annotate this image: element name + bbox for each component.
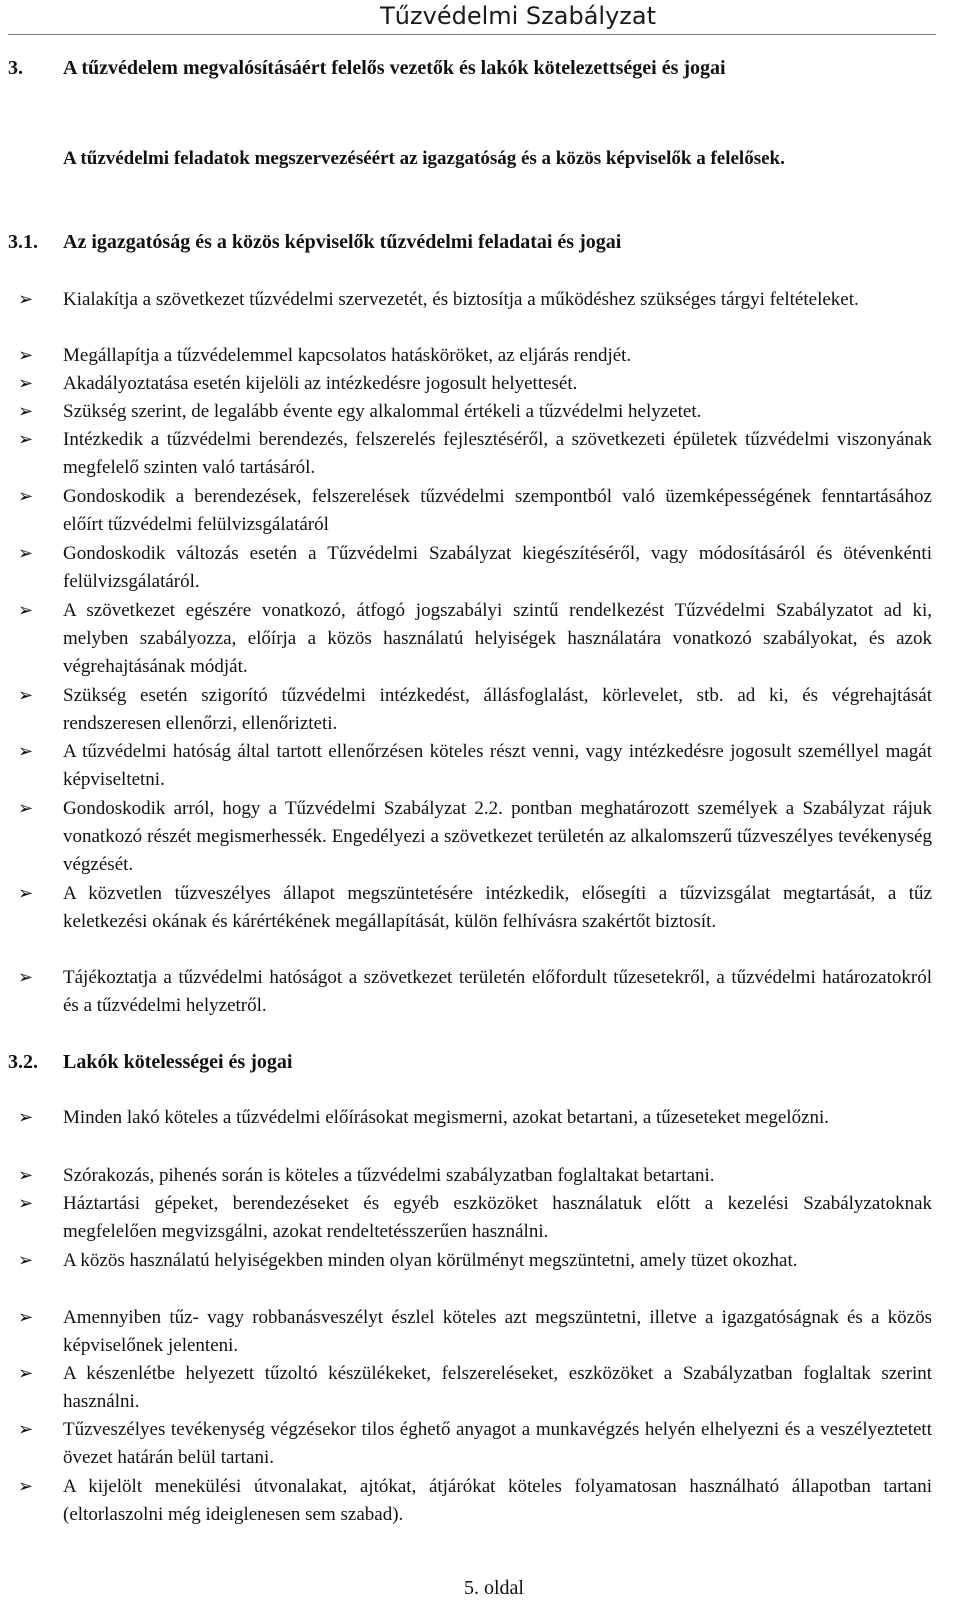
arrowhead-bullet-icon [18,286,33,314]
running-header-title: Tűzvédelmi Szabályzat [380,2,656,30]
header-rule [8,34,936,35]
list-item-text: Gondoskodik arról, hogy a Tűzvédelmi Szabályzat 2.2. pontban meghatározott személyek a Szabályzat rájuk vonatkozó részét megismerhessék. Engedélyezi a szövetkezet területén az alkalomszerű tűzveszélyes tevékenység végzését. [63,798,932,875]
list-item-text: A tűzvédelmi hatóság által tartott ellenőrzésen köteles részt venni, vagy intézkedésre jogosult személlyel magát képviseltetni. [63,741,932,790]
list-item-text: Szükség esetén szigorító tűzvédelmi intézkedést, állásfoglalást, körlevelet, stb. ad ki, és végrehajtását rendszeresen ellenőrzi, ellenőrizteti. [63,685,932,734]
page-number: 5. oldal [464,1577,524,1599]
arrowhead-bullet-icon [18,1473,33,1501]
arrowhead-bullet-icon [18,398,33,426]
section-3-title: A tűzvédelem megvalósításáért felelős vezetők és lakók kötelezettségei és jogai [63,57,726,79]
list-item-text: A kijelölt menekülési útvonalakat, ajtókat, átjárókat köteles folyamatosan használható állapotban tartani (eltorlaszolni még ideiglenesen sem szabad). [63,1476,932,1525]
list-item-text: Amennyiben tűz- vagy robbanásveszélyt észlel köteles azt megszüntetni, illetve a igazgatóságnak és a közös képviselőnek jelenteni. [63,1307,932,1356]
list-item-text: Akadályoztatása esetén kijelöli az intézkedésre jogosult helyettesét. [63,373,578,394]
section-3-intro: A tűzvédelmi feladatok megszervezéséért az igazgatóság és a közös képviselők a felelősek. [63,148,785,169]
arrowhead-bullet-icon [18,540,33,568]
list-item-text: Tájékoztatja a tűzvédelmi hatóságot a szövetkezet területén előfordult tűzesetekről, a tűzvédelmi határozatokról és a tűzvédelmi helyzetről. [63,967,932,1016]
arrowhead-bullet-icon [18,1360,33,1388]
list-item-text: Szórakozás, pihenés során is köteles a tűzvédelmi szabályzatban foglaltakat betartani. [63,1165,715,1186]
section-3-2-number: 3.2. [8,1051,38,1073]
arrowhead-bullet-icon [18,795,33,823]
arrowhead-bullet-icon [18,342,33,370]
list-item-text: A közös használatú helyiségekben minden olyan körülményt megszüntetni, amely tüzet okozhat. [63,1250,798,1271]
page-header [0,0,960,36]
arrowhead-bullet-icon [18,682,33,710]
list-item-text: Megállapítja a tűzvédelemmel kapcsolatos hatásköröket, az eljárás rendjét. [63,345,632,366]
list-item-text: Gondoskodik változás esetén a Tűzvédelmi Szabályzat kiegészítéséről, vagy módosításáról és ötévenkénti felülvizsgálatáról. [63,543,932,592]
list-item-text: Gondoskodik a berendezések, felszerelések tűzvédelmi szempontból való üzemképességének fenntartásához előírt tűzvédelmi felülvizsgálatáról [63,486,932,535]
section-3-2-title: Lakók kötelességei és jogai [63,1051,293,1073]
arrowhead-bullet-icon [18,1104,33,1132]
arrowhead-bullet-icon [18,1416,33,1444]
arrowhead-bullet-icon [18,597,33,625]
list-item-text: A közvetlen tűzveszélyes állapot megszüntetésére intézkedik, elősegíti a tűzvizsgálat megtartását, a tűz keletkezési okának és kárértékének megállapítását, külön felhívásra szakértőt biztosít. [63,883,932,932]
list-item-text: Kialakítja a szövetkezet tűzvédelmi szervezetét, és biztosítja a működéshez szükséges tárgyi feltételeket. [63,289,859,310]
arrowhead-bullet-icon [18,1247,33,1275]
section-3-1-number: 3.1. [8,231,38,253]
section-3-1-title: Az igazgatóság és a közös képviselők tűzvédelmi feladatai és jogai [63,231,622,253]
list-item-text: Tűzveszélyes tevékenység végzésekor tilos éghető anyagot a munkavégzés helyén elhelyezni és a veszélyeztetett övezet határán belül tartani. [63,1419,932,1468]
arrowhead-bullet-icon [18,964,33,992]
list-item-text: Háztartási gépeket, berendezéseket és egyéb eszközöket használatuk előtt a kezelési Szabályzatoknak megfelelően megvizsgálni, azokat rendeltetésszerűen használni. [63,1193,932,1242]
arrowhead-bullet-icon [18,426,33,454]
arrowhead-bullet-icon [18,483,33,511]
arrowhead-bullet-icon [18,880,33,908]
list-item-text: Minden lakó köteles a tűzvédelmi előírásokat megismerni, azokat betartani, a tűzeseteket megelőzni. [63,1107,830,1128]
arrowhead-bullet-icon [18,1162,33,1190]
section-3-number: 3. [8,57,23,79]
arrowhead-bullet-icon [18,1190,33,1218]
list-item-text: A szövetkezet egészére vonatkozó, átfogó jogszabályi szintű rendelkezést Tűzvédelmi Szabályzatot ad ki, melyben szabályozza, előírja a közös használatú helyiségek használatára vonatkozó szabályokat, és azok végrehajtásának módját. [63,600,932,677]
list-item-text: Szükség szerint, de legalább évente egy alkalommal értékeli a tűzvédelmi helyzetet. [63,401,702,422]
arrowhead-bullet-icon [18,738,33,766]
arrowhead-bullet-icon [18,370,33,398]
list-item-text: Intézkedik a tűzvédelmi berendezés, felszerelés fejlesztéséről, a szövetkezeti épületek tűzvédelmi viszonyának megfelelő szinten való tartásáról. [63,429,932,478]
arrowhead-bullet-icon [18,1304,33,1332]
list-item-text: A készenlétbe helyezett tűzoltó készülékeket, felszereléseket, eszközöket a Szabályzatban foglaltak szerint használni. [63,1363,932,1412]
